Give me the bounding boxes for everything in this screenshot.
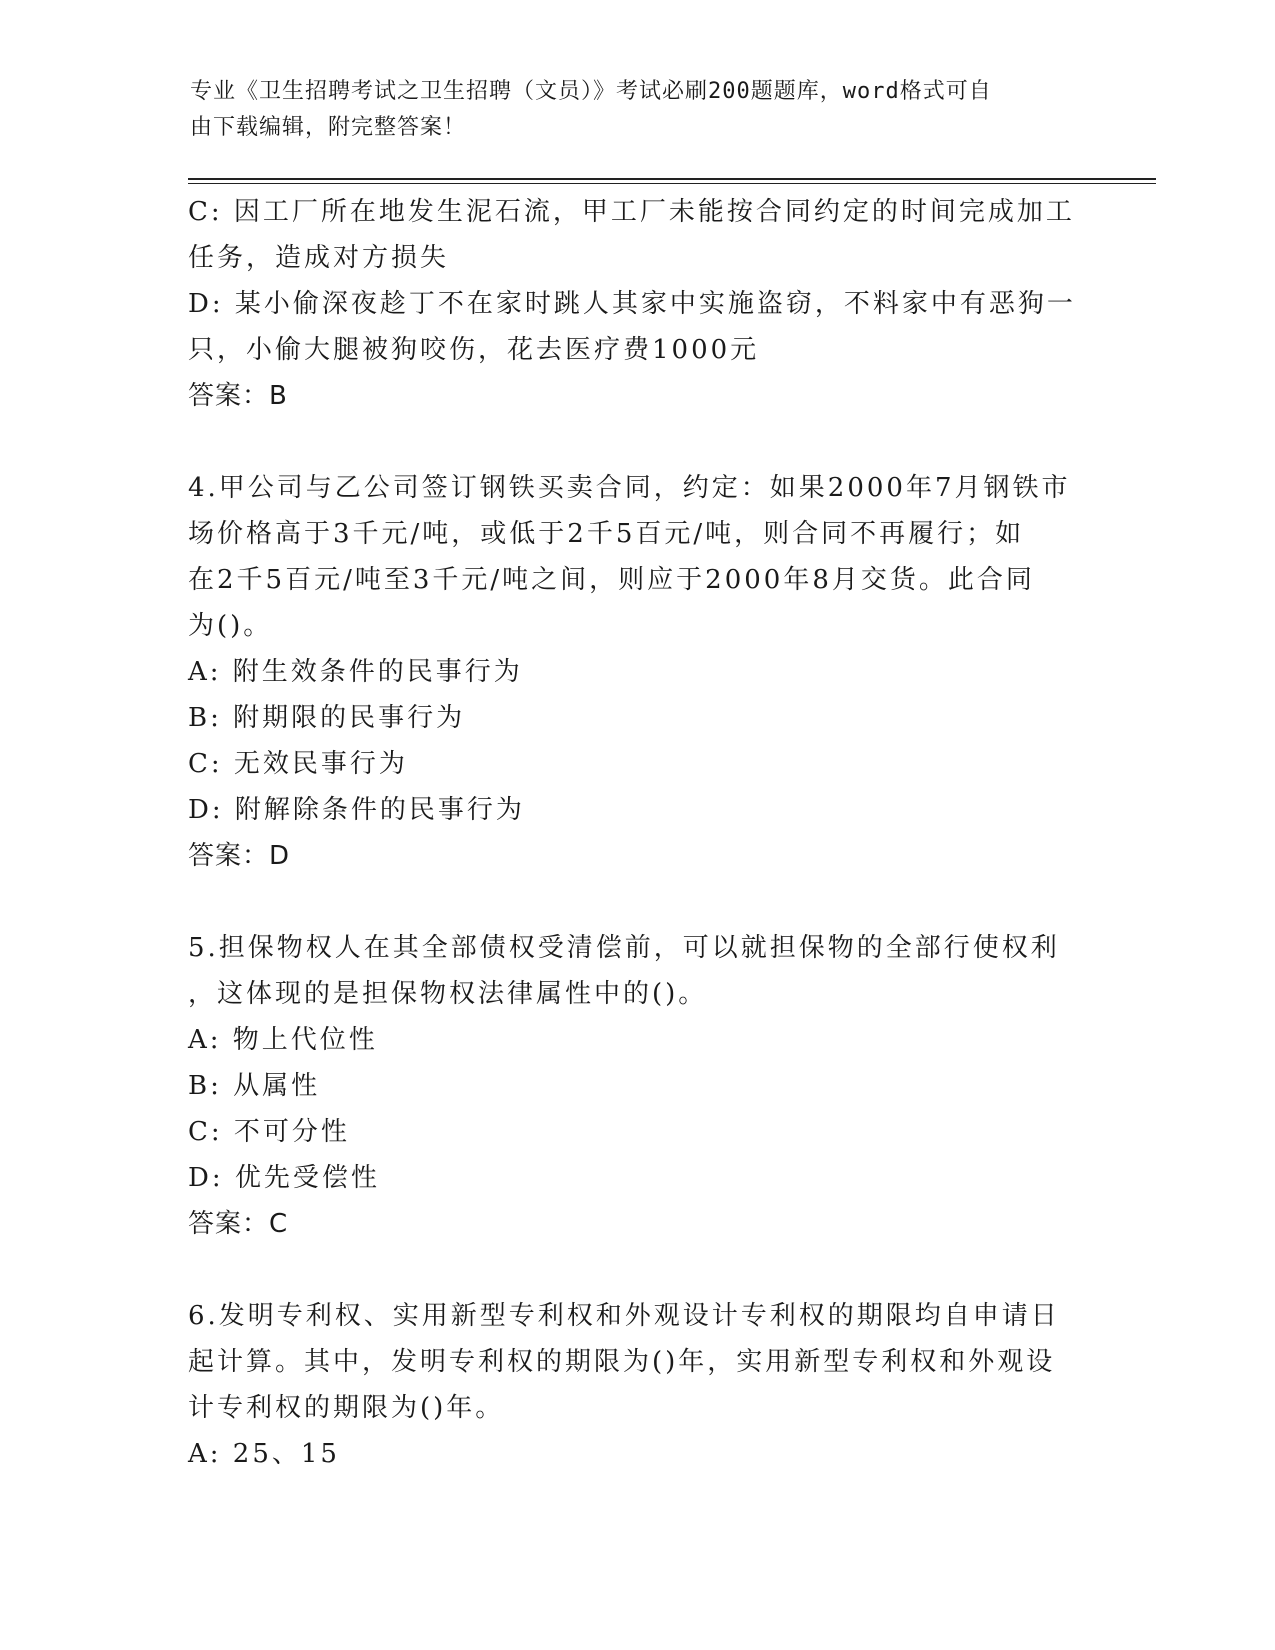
q6-stem-line-1: 6.发明专利权、实用新型专利权和外观设计专利权的期限均自申请日 <box>188 1301 1060 1331</box>
spacer <box>188 1247 1088 1293</box>
q5-option-d: D: 优先受偿性 <box>188 1163 380 1193</box>
q4-option-a: A: 附生效条件的民事行为 <box>188 657 523 687</box>
q5-answer: 答案：C <box>188 1209 289 1239</box>
header-divider-thin <box>188 183 1156 184</box>
q3-option-c-line-1: C: 因工厂所在地发生泥石流，甲工厂未能按合同约定的时间完成加工 <box>188 197 1075 227</box>
q6-option-a: A: 25、15 <box>188 1439 340 1469</box>
q5-option-a: A: 物上代位性 <box>188 1025 378 1055</box>
spacer <box>188 879 1088 925</box>
question-3 <box>188 189 1088 419</box>
q3-option-c-line-2: 任务，造成对方损失 <box>188 243 450 273</box>
q6-stem-line-2: 起计算。其中，发明专利权的期限为()年，实用新型专利权和外观设 <box>188 1347 1056 1377</box>
question-5 <box>188 925 1088 1247</box>
q4-answer: 答案：D <box>188 841 291 871</box>
header-divider-thick <box>188 178 1156 180</box>
header-line-1: 专业《卫生招聘考试之卫生招聘（文员）》考试必刷200题题库，word格式可自 <box>190 79 992 104</box>
question-6 <box>188 1293 1088 1477</box>
q4-stem-line-4: 为()。 <box>188 611 273 641</box>
q4-option-b: B: 附期限的民事行为 <box>188 703 466 733</box>
header-line-2: 由下载编辑，附完整答案！ <box>190 115 467 140</box>
spacer <box>188 419 1088 465</box>
q5-option-c: C: 不可分性 <box>188 1117 350 1147</box>
document-header <box>190 74 1070 146</box>
q4-option-c: C: 无效民事行为 <box>188 749 408 779</box>
q5-stem-line-1: 5.担保物权人在其全部债权受清偿前，可以就担保物的全部行使权利 <box>188 933 1060 963</box>
question-4 <box>188 465 1088 879</box>
q3-option-d-line-1: D: 某小偷深夜趁丁不在家时跳人其家中实施盗窃，不料家中有恶狗一 <box>188 289 1076 319</box>
q4-stem-line-1: 4.甲公司与乙公司签订钢铁买卖合同，约定：如果2000年7月钢铁市 <box>188 473 1071 503</box>
q3-answer: 答案：B <box>188 381 288 411</box>
question-content <box>188 189 1088 1477</box>
q5-stem-line-2: ，这体现的是担保物权法律属性中的()。 <box>188 979 708 1009</box>
q6-stem-line-3: 计专利权的期限为()年。 <box>188 1393 505 1423</box>
q3-option-d-line-2: 只，小偷大腿被狗咬伤，花去医疗费1000元 <box>188 335 760 365</box>
q4-stem-line-3: 在2千5百元/吨至3千元/吨之间，则应于2000年8月交货。此合同 <box>188 565 1035 595</box>
q4-stem-line-2: 场价格高于3千元/吨，或低于2千5百元/吨，则合同不再履行；如 <box>188 519 1025 549</box>
q4-option-d: D: 附解除条件的民事行为 <box>188 795 525 825</box>
q5-option-b: B: 从属性 <box>188 1071 321 1101</box>
